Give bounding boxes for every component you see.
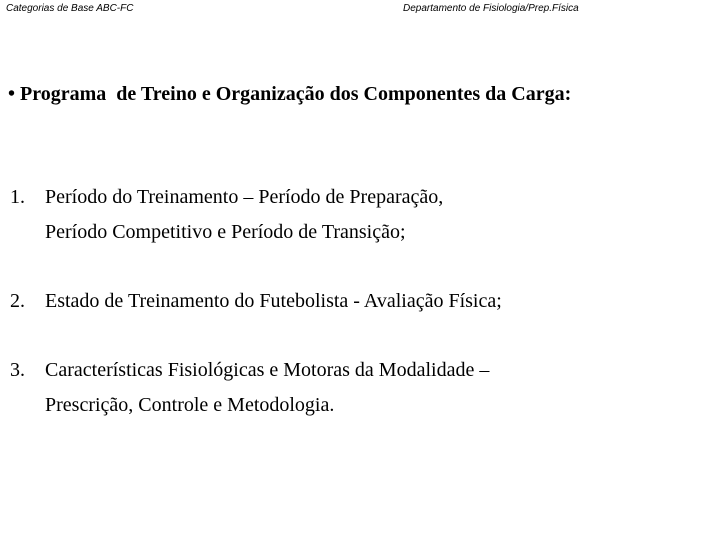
list-item-number: 2. — [10, 290, 25, 312]
list-item-line: Estado de Treinamento do Futebolista - Avaliação Física; — [45, 290, 502, 312]
numbered-list — [10, 180, 710, 423]
heading-text: Programa de Treino e Organização dos Componentes da Carga: — [20, 83, 572, 105]
list-item-line: Período Competitivo e Período de Transição; — [45, 221, 406, 243]
section-heading — [8, 80, 571, 108]
list-item-number: 1. — [10, 186, 25, 208]
list-item-1 — [10, 180, 710, 250]
list-item-line: Características Fisiológicas e Motoras da Modalidade – — [45, 359, 490, 381]
list-item-3 — [10, 353, 710, 423]
list-item-line: Período do Treinamento – Período de Preparação, — [45, 186, 444, 208]
header-right-text: Departamento de Fisiologia/Prep.Física — [403, 3, 579, 14]
list-item-2 — [10, 284, 710, 319]
header-left-text: Categorias de Base ABC-FC — [6, 3, 134, 14]
heading-bullet: • — [8, 83, 16, 105]
list-item-number: 3. — [10, 359, 25, 381]
list-item-line: Prescrição, Controle e Metodologia. — [45, 394, 335, 416]
